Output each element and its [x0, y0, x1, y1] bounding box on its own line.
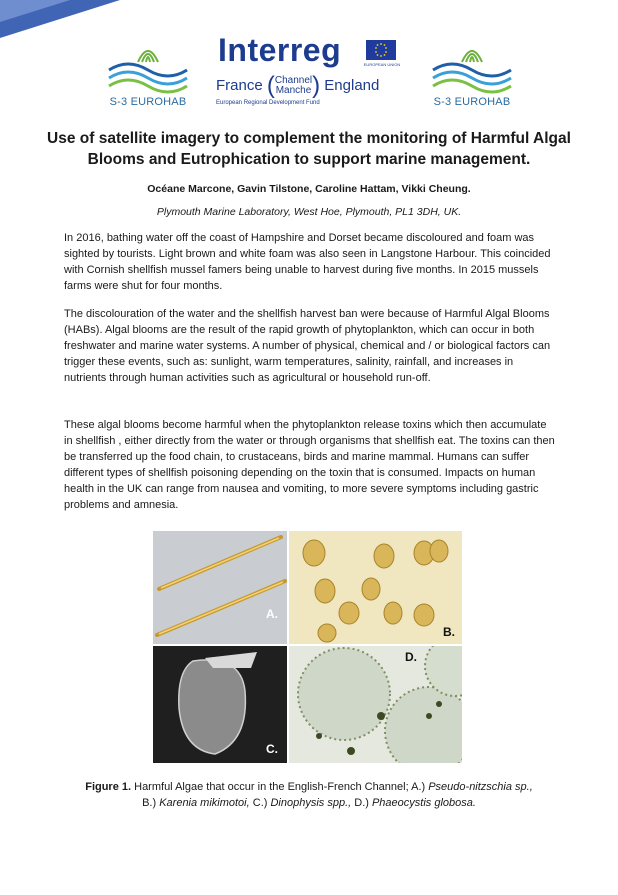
interreg-logo — [214, 34, 409, 112]
caption-label: Figure 1. — [85, 781, 132, 793]
figure-caption — [40, 779, 578, 811]
species-d: Phaeocystis globosa. — [371, 797, 476, 809]
s3-eurohab-logo-left — [98, 36, 198, 116]
pseudo-nitzschia-image — [153, 531, 287, 644]
eu-caption: EUROPEAN UNION — [363, 62, 401, 67]
figure-panel-a — [153, 531, 287, 644]
panel-label-b: B. — [443, 625, 455, 639]
species-a: Pseudo-nitzschia sp., — [428, 781, 533, 793]
fce-channel-2: Manche — [275, 85, 312, 96]
fce-channel-1: Channel — [274, 75, 313, 86]
panel-label-d: D. — [405, 650, 417, 664]
caption-sep-b: B.) — [142, 797, 160, 809]
figure-panel-c — [153, 646, 287, 763]
panel-label-a: A. — [266, 607, 278, 621]
caption-sep-c: C.) — [249, 797, 271, 809]
caption-text: Harmful Algae that occur in the English-French Channel; A.) — [131, 781, 429, 793]
programme-name: France (Channel Manche) England — [216, 72, 380, 99]
document-title: Use of satellite imagery to complement the monitoring of Harmful Algal Blooms and Eutrophication to support marine management. — [47, 130, 571, 168]
authors: Océane Marcone, Gavin Tilstone, Caroline Hattam, Vikki Cheung. — [147, 183, 471, 195]
interreg-wordmark: Interreg — [218, 32, 342, 68]
shell-wave-icon — [427, 36, 517, 98]
erdf-text: European Regional Development Fund — [216, 100, 320, 106]
eu-flag-icon — [366, 40, 396, 60]
species-b: Karenia mikimotoi, — [159, 797, 250, 809]
s3-eurohab-label: S-3 EUROHAB — [109, 96, 187, 108]
s3-eurohab-logo-right — [422, 36, 522, 116]
shell-wave-icon — [103, 36, 193, 98]
caption-sep-d: D.) — [351, 797, 372, 809]
phaeocystis-globosa-image — [289, 646, 462, 763]
figure-panel-b — [289, 531, 462, 644]
panel-label-c: C. — [266, 742, 278, 756]
affiliation: Plymouth Marine Laboratory, West Hoe, Plymouth, PL1 3DH, UK. — [156, 206, 462, 218]
figure-panel-d — [289, 646, 462, 763]
figure-1 — [153, 531, 462, 763]
paragraph-3: These algal blooms become harmful when the phytoplankton release toxins which then accumulate in shellfish , either directly from the water or through organisms that shellfish eat. The toxins can then be transferred up the food chain, to crustaceans, birds and marine mammal. Humans can suffer different types of shellfish poisoning depending on the toxin that is consumed. Impacts on human health in the UK can range from nausea and vomiting, to more severe symptoms including gastric problems and amnesia. — [64, 419, 555, 511]
fce-right: England — [324, 76, 380, 94]
corner-decoration — [0, 0, 120, 40]
species-c: Dinophysis spp., — [270, 797, 352, 809]
paragraph-1: In 2016, bathing water off the coast of Hampshire and Dorset became discoloured and foam was sighted by tourists. Light brown and white foam was also seen in Langstone Harbour. This coincided with Cornish shellfish mussel famers being unable to harvest during five months. In 2015 mussels farms were shut for four months. — [64, 232, 551, 292]
fce-left: France — [216, 76, 263, 94]
paragraph-2: The discolouration of the water and the shellfish harvest ban were because of Harmful Algal Blooms (HABs). Algal blooms are the result of the rapid growth of phytoplankton, which can occur in both freshwater and marine water systems. A number of physical, chemical and / or biological factors can trigger these events, such as: sunlight, warm temperatures, salinity, rainfall, and increases in nutrients through human activities such as agricultural or household run-off. — [64, 308, 551, 384]
karenia-mikimotoi-image — [289, 531, 462, 644]
s3-eurohab-label: S-3 EUROHAB — [433, 96, 511, 108]
